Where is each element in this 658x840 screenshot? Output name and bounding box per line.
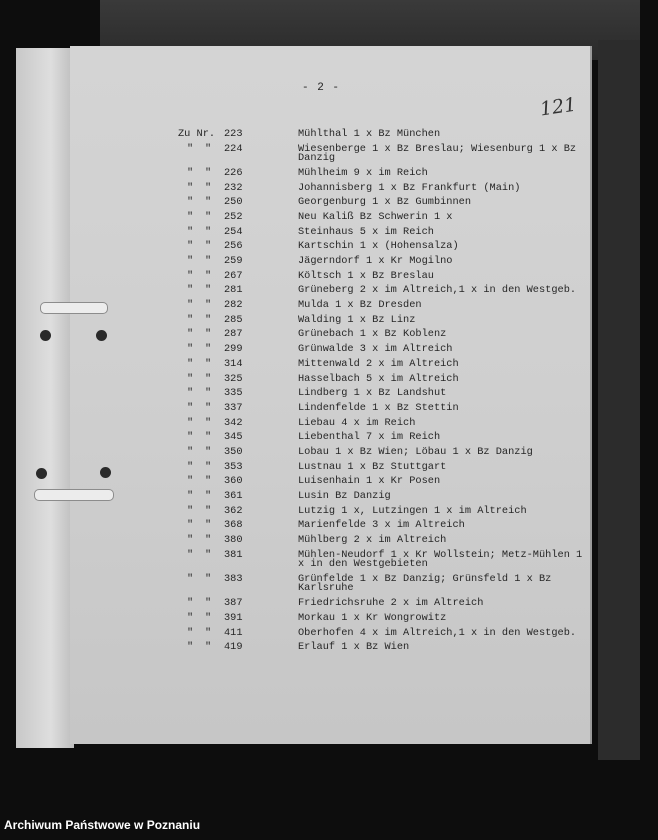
list-item bbox=[0, 269, 658, 282]
ditto-mark: " bbox=[187, 611, 194, 624]
ditto-mark: " bbox=[205, 519, 212, 532]
ditto-mark: " bbox=[187, 431, 194, 444]
list-item bbox=[0, 445, 658, 458]
ditto-mark: " bbox=[205, 597, 212, 610]
list-item bbox=[0, 611, 658, 624]
entry-list bbox=[0, 130, 658, 658]
ditto-mark: " bbox=[205, 284, 212, 297]
ditto-mark: " bbox=[205, 210, 212, 223]
ditto-mark: " bbox=[187, 641, 194, 654]
entry-text: Erlauf 1 x Bz Wien bbox=[298, 641, 410, 654]
list-item bbox=[0, 492, 658, 502]
entry-number: 281 bbox=[224, 284, 243, 297]
list-item bbox=[0, 548, 658, 571]
ditto-mark: " bbox=[187, 572, 194, 585]
ditto-mark: " bbox=[205, 357, 212, 370]
list-item bbox=[0, 477, 658, 487]
ditto-mark: " bbox=[187, 210, 194, 223]
list-item bbox=[0, 460, 658, 473]
entry-number: 256 bbox=[224, 240, 243, 253]
entry-text: Mittenwald 2 x im Altreich bbox=[298, 357, 459, 370]
ditto-mark: " bbox=[187, 460, 194, 473]
list-item bbox=[0, 181, 658, 194]
entry-text: Liebau 4 x im Reich bbox=[298, 416, 416, 429]
ditto-mark: " bbox=[187, 343, 194, 356]
list-item bbox=[0, 142, 658, 165]
ditto-mark: " bbox=[187, 225, 194, 238]
ditto-mark: " bbox=[187, 357, 194, 370]
entry-number: 254 bbox=[224, 225, 243, 238]
ditto-mark: " bbox=[187, 284, 194, 297]
entry-text: Hasselbach 5 x im Altreich bbox=[298, 372, 459, 385]
ditto-mark: " bbox=[187, 142, 194, 155]
ditto-mark: " bbox=[205, 225, 212, 238]
ditto-mark: " bbox=[187, 534, 194, 547]
entry-number: 335 bbox=[224, 387, 243, 400]
list-item bbox=[0, 643, 658, 653]
entry-number: 267 bbox=[224, 269, 243, 282]
entry-number: 282 bbox=[224, 299, 243, 312]
list-item bbox=[0, 433, 658, 443]
entry-text: Lindberg 1 x Bz Landshut bbox=[298, 387, 447, 400]
ditto-mark: " bbox=[205, 611, 212, 624]
entry-text: Grünwalde 3 x im Altreich bbox=[298, 343, 453, 356]
ditto-mark: " bbox=[205, 626, 212, 639]
list-item bbox=[0, 257, 658, 267]
ditto-mark: " bbox=[187, 475, 194, 488]
entry-number: 325 bbox=[224, 372, 243, 385]
entry-text: Georgenburg 1 x Bz Gumbinnen bbox=[298, 196, 472, 209]
list-item bbox=[0, 504, 658, 517]
ditto-mark: " bbox=[205, 328, 212, 341]
entry-text: Grünebach 1 x Bz Koblenz bbox=[298, 328, 447, 341]
ditto-mark: " bbox=[205, 313, 212, 326]
list-item bbox=[0, 372, 658, 385]
entry-text: Mulda 1 x Bz Dresden bbox=[298, 299, 422, 312]
entry-number: 223 bbox=[224, 128, 243, 140]
ditto-mark: " bbox=[187, 299, 194, 312]
entry-text: Steinhaus 5 x im Reich bbox=[298, 225, 434, 238]
ditto-mark: " bbox=[205, 641, 212, 654]
ditto-mark: " bbox=[187, 328, 194, 341]
ditto-mark: " bbox=[205, 166, 212, 179]
entry-number: 381 bbox=[224, 548, 243, 561]
ditto-mark: " bbox=[205, 240, 212, 253]
ditto-mark: " bbox=[187, 255, 194, 267]
entry-number: 350 bbox=[224, 445, 243, 458]
entry-text: Kartschin 1 x (Hohensalza) bbox=[298, 240, 459, 253]
entry-text: Jägerndorf 1 x Kr Mogilno bbox=[298, 255, 453, 267]
list-item bbox=[0, 416, 658, 429]
list-item bbox=[0, 536, 658, 546]
ditto-mark: " bbox=[205, 142, 212, 155]
ditto-mark: " bbox=[205, 475, 212, 488]
entry-text: Oberhofen 4 x im Altreich,1 x in den Westgeb. bbox=[298, 626, 577, 639]
ditto-mark: " bbox=[205, 372, 212, 385]
list-item bbox=[0, 301, 658, 311]
entry-text: Mühlberg 2 x im Altreich bbox=[298, 534, 447, 547]
ditto-mark: " bbox=[187, 240, 194, 253]
prefix-label: Zu Nr. bbox=[178, 128, 216, 140]
entry-number: 342 bbox=[224, 416, 243, 429]
entry-text: Neu Kaliß Bz Schwerin 1 x bbox=[298, 210, 453, 223]
ditto-mark: " bbox=[205, 572, 212, 585]
ditto-mark: " bbox=[187, 166, 194, 179]
list-item bbox=[0, 626, 658, 639]
entry-text: Wiesenberge 1 x Bz Breslau; Wiesenburg 1 x Bz Danzig bbox=[298, 142, 583, 165]
list-item bbox=[0, 225, 658, 238]
entry-number: 383 bbox=[224, 572, 243, 585]
entry-number: 285 bbox=[224, 313, 243, 326]
ditto-mark: " bbox=[187, 597, 194, 610]
ditto-mark: " bbox=[205, 181, 212, 194]
entry-number: 345 bbox=[224, 431, 243, 444]
entry-number: 380 bbox=[224, 534, 243, 547]
entry-number: 232 bbox=[224, 181, 243, 194]
ditto-mark: " bbox=[205, 255, 212, 267]
entry-text: Morkau 1 x Kr Wongrowitz bbox=[298, 611, 447, 624]
list-item bbox=[0, 198, 658, 208]
entry-number: 252 bbox=[224, 210, 243, 223]
entry-number: 361 bbox=[224, 490, 243, 502]
entry-text: Lutzig 1 x, Lutzingen 1 x im Altreich bbox=[298, 504, 527, 517]
entry-number: 314 bbox=[224, 357, 243, 370]
ditto-mark: " bbox=[205, 548, 212, 561]
entry-number: 287 bbox=[224, 328, 243, 341]
entry-text: Friedrichsruhe 2 x im Altreich bbox=[298, 597, 484, 610]
entry-text: Liebenthal 7 x im Reich bbox=[298, 431, 441, 444]
ditto-mark: " bbox=[187, 519, 194, 532]
entry-text: Grüneberg 2 x im Altreich,1 x in den Westgeb. bbox=[298, 284, 577, 297]
page-number: - 2 - bbox=[302, 82, 341, 94]
ditto-mark: " bbox=[187, 181, 194, 194]
entry-number: 411 bbox=[224, 626, 243, 639]
list-item bbox=[0, 521, 658, 531]
entry-text: Lustnau 1 x Bz Stuttgart bbox=[298, 460, 447, 473]
list-item bbox=[0, 357, 658, 370]
list-item bbox=[0, 286, 658, 296]
entry-number: 368 bbox=[224, 519, 243, 532]
list-item bbox=[0, 130, 658, 140]
entry-number: 259 bbox=[224, 255, 243, 267]
entry-text: Marienfelde 3 x im Altreich bbox=[298, 519, 465, 532]
ditto-mark: " bbox=[187, 196, 194, 209]
ditto-mark: " bbox=[187, 548, 194, 561]
entry-number: 360 bbox=[224, 475, 243, 488]
ditto-mark: " bbox=[187, 445, 194, 458]
entry-number: 337 bbox=[224, 401, 243, 414]
list-item bbox=[0, 572, 658, 595]
ditto-mark: " bbox=[205, 401, 212, 414]
entry-text: Lobau 1 x Bz Wien; Löbau 1 x Bz Danzig bbox=[298, 445, 533, 458]
list-item bbox=[0, 166, 658, 179]
entry-text: Grünfelde 1 x Bz Danzig; Grünsfeld 1 x Bz Karlsruhe bbox=[298, 572, 558, 595]
list-item bbox=[0, 599, 658, 609]
list-item bbox=[0, 330, 658, 340]
entry-text: Mühlthal 1 x Bz München bbox=[298, 128, 441, 140]
entry-number: 391 bbox=[224, 611, 243, 624]
ditto-mark: " bbox=[205, 196, 212, 209]
entry-text: Költsch 1 x Bz Breslau bbox=[298, 269, 434, 282]
list-item bbox=[0, 345, 658, 355]
archive-footer: Archiwum Państwowe w Poznaniu bbox=[4, 818, 201, 832]
ditto-mark: " bbox=[187, 401, 194, 414]
ditto-mark: " bbox=[205, 445, 212, 458]
entry-text: Walding 1 x Bz Linz bbox=[298, 313, 416, 326]
entry-number: 226 bbox=[224, 166, 243, 179]
ditto-mark: " bbox=[187, 372, 194, 385]
ditto-mark: " bbox=[187, 490, 194, 502]
ditto-mark: " bbox=[205, 431, 212, 444]
entry-number: 299 bbox=[224, 343, 243, 356]
entry-number: 362 bbox=[224, 504, 243, 517]
entry-text: Lusin Bz Danzig bbox=[298, 490, 391, 502]
ditto-mark: " bbox=[205, 534, 212, 547]
ditto-mark: " bbox=[187, 269, 194, 282]
entry-number: 250 bbox=[224, 196, 243, 209]
entry-text: Mühlheim 9 x im Reich bbox=[298, 166, 428, 179]
list-item bbox=[0, 313, 658, 326]
ditto-mark: " bbox=[187, 313, 194, 326]
ditto-mark: " bbox=[187, 416, 194, 429]
entry-number: 419 bbox=[224, 641, 243, 654]
entry-text: Lindenfelde 1 x Bz Stettin bbox=[298, 401, 459, 414]
ditto-mark: " bbox=[187, 387, 194, 400]
entry-text: Johannisberg 1 x Bz Frankfurt (Main) bbox=[298, 181, 521, 194]
list-item bbox=[0, 210, 658, 223]
ditto-mark: " bbox=[205, 490, 212, 502]
ditto-mark: " bbox=[205, 343, 212, 356]
ditto-mark: " bbox=[205, 416, 212, 429]
entry-text: Mühlen-Neudorf 1 x Kr Wollstein; Metz-Mühlen 1 x in den Westgebieten bbox=[298, 548, 589, 571]
list-item bbox=[0, 389, 658, 399]
ditto-mark: " bbox=[187, 626, 194, 639]
entry-number: 224 bbox=[224, 142, 243, 155]
ditto-mark: " bbox=[205, 299, 212, 312]
ditto-mark: " bbox=[205, 387, 212, 400]
ditto-mark: " bbox=[205, 504, 212, 517]
handwritten-folio-number: 121 bbox=[538, 93, 578, 121]
entry-text: Luisenhain 1 x Kr Posen bbox=[298, 475, 441, 488]
list-item bbox=[0, 242, 658, 252]
entry-number: 387 bbox=[224, 597, 243, 610]
ditto-mark: " bbox=[205, 460, 212, 473]
ditto-mark: " bbox=[187, 504, 194, 517]
entry-number: 353 bbox=[224, 460, 243, 473]
ditto-mark: " bbox=[205, 269, 212, 282]
list-item bbox=[0, 401, 658, 414]
